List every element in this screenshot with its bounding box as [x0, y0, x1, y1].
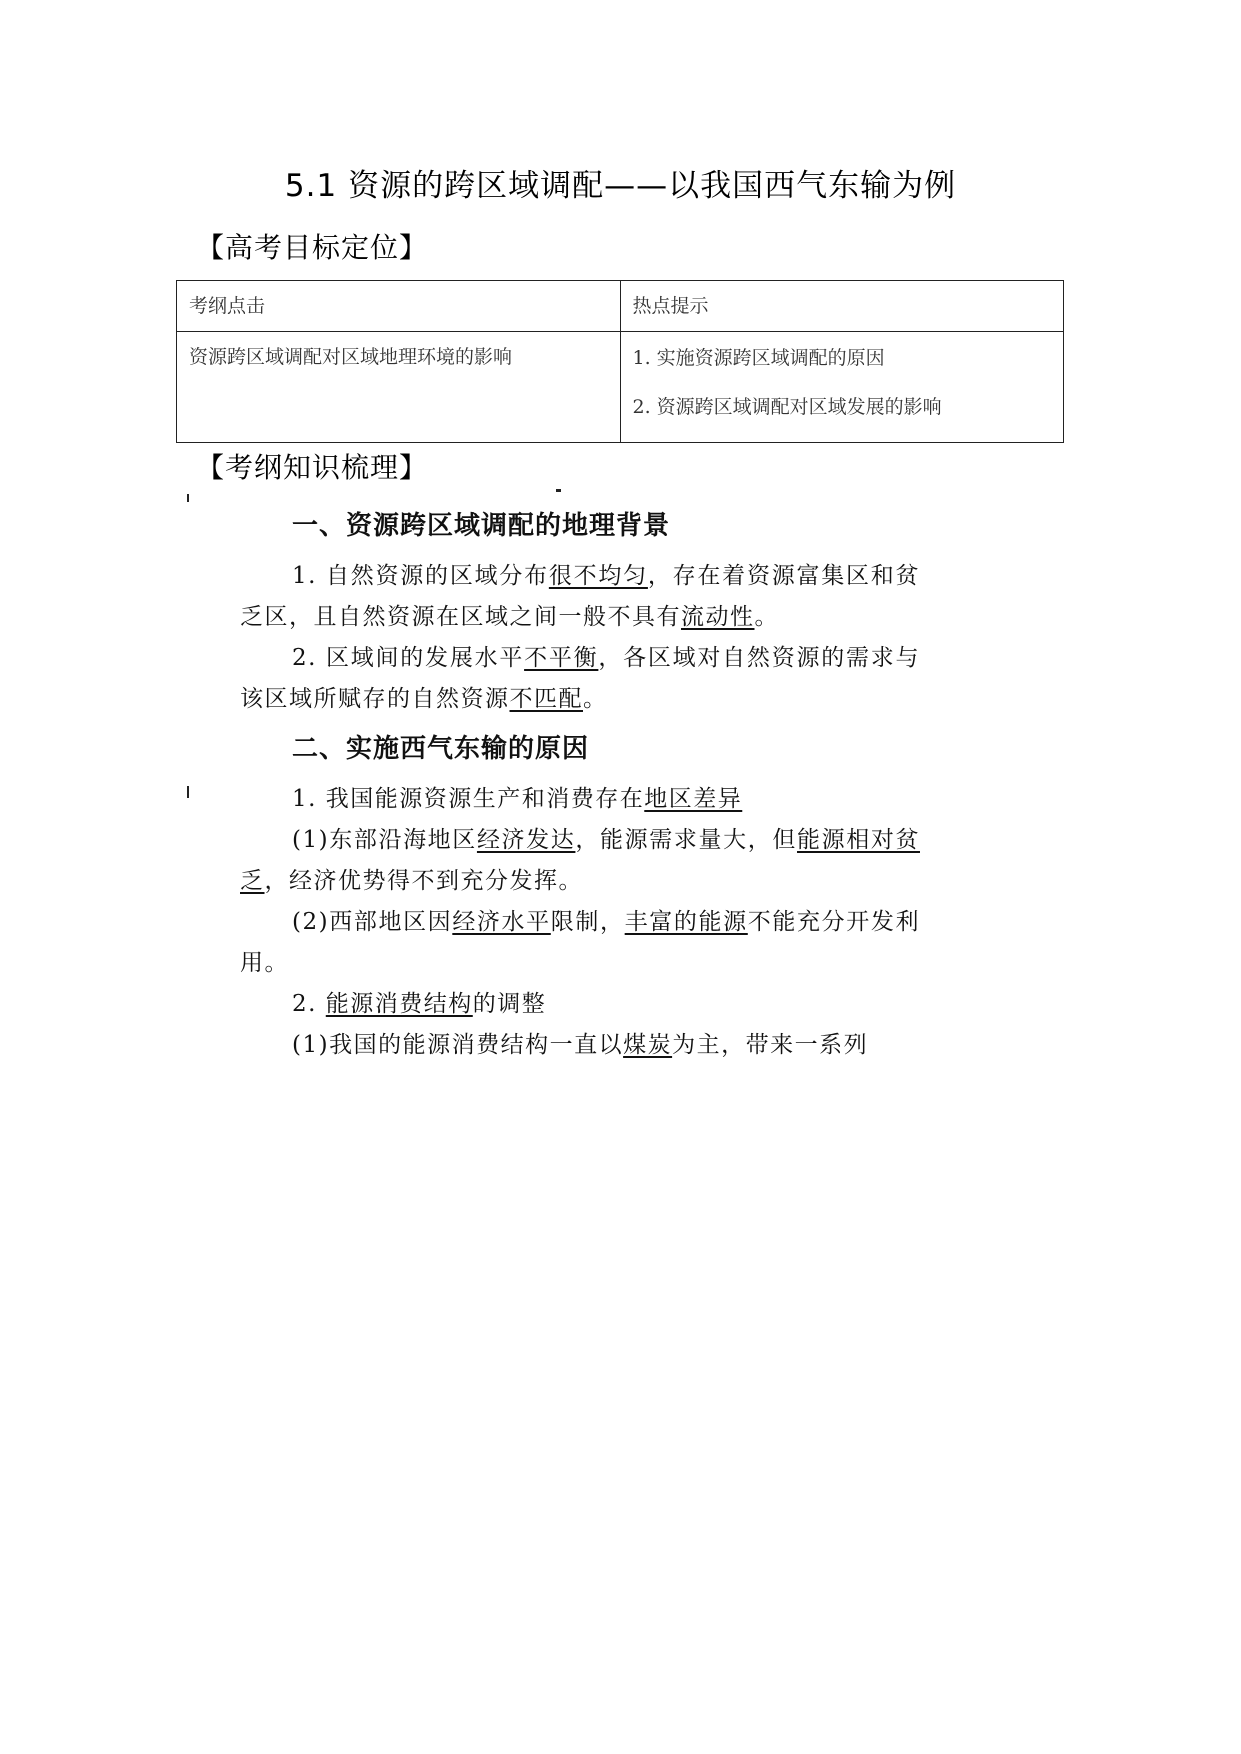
scan-artifact — [556, 489, 561, 492]
notes-heading: 一、资源跨区域调配的地理背景 — [292, 511, 671, 541]
underlined-blank: 能源消费结构 — [325, 991, 473, 1017]
text-run: 1. 我国能源资源生产和消费存在 — [292, 786, 645, 812]
hot-point-item: 1. 实施资源跨区域调配的原因 — [632, 347, 885, 369]
text-run: ，存在着资源富集区和贫乏区，且自然资源在区域之间一般不具有 — [240, 563, 921, 630]
underlined-blank: 能源相对贫乏 — [240, 827, 920, 894]
underlined-blank: 不匹配 — [509, 686, 583, 712]
table-row — [177, 332, 1064, 443]
table-header-row — [177, 281, 1064, 332]
goal-table — [176, 280, 1064, 443]
text-run: 。 — [583, 686, 608, 712]
text-run: 的调整 — [472, 991, 547, 1017]
table-cell-hot-points — [620, 332, 1064, 443]
underlined-blank: 丰富的能源 — [624, 909, 748, 935]
underlined-blank: 不平衡 — [524, 645, 599, 671]
notes-paragraph — [240, 556, 920, 638]
table-header-cell: 热点提示 — [620, 281, 1064, 332]
text-run: (1)东部沿海地区 — [292, 827, 477, 853]
text-run: (1)我国的能源消费结构一直以 — [292, 1032, 624, 1058]
scanned-notes-image — [240, 505, 920, 1066]
scan-artifact — [187, 786, 189, 798]
underlined-blank: 煤炭 — [623, 1032, 673, 1058]
notes-paragraph — [240, 902, 920, 984]
document-title: 5.1 资源的跨区域调配——以我国西气东输为例 — [284, 168, 957, 204]
text-run: 。 — [754, 604, 779, 630]
text-run: ，经济优势得不到充分发挥。 — [264, 868, 583, 894]
underlined-blank: 很不均匀 — [548, 563, 648, 589]
underlined-blank: 经济水平 — [452, 909, 551, 935]
notes-paragraph — [240, 984, 920, 1025]
notes-paragraph — [240, 779, 920, 820]
hot-point-item: 2. 资源跨区域调配对区域发展的影响 — [632, 396, 942, 418]
notes-paragraph — [240, 1025, 920, 1066]
underlined-blank: 地区差异 — [644, 786, 743, 812]
table-cell-outline-point: 资源跨区域调配对区域地理环境的影响 — [177, 332, 621, 443]
section-heading-knowledge: 【考纲知识梳理】 — [196, 451, 429, 484]
text-run: ，能源需求量大，但 — [575, 827, 798, 853]
text-run: 不能充分开发利用。 — [240, 909, 921, 976]
scan-artifact — [187, 494, 189, 502]
text-run: 限制， — [550, 909, 625, 935]
text-run: 为主，带来一系列 — [672, 1032, 869, 1058]
text-run: ，各区域对自然资源的需求与该区域所赋存的自然资源 — [240, 645, 920, 712]
notes-heading: 二、实施西气东输的原因 — [292, 734, 590, 764]
text-run: 2. — [292, 991, 326, 1017]
text-run: 2. 区域间的发展水平 — [292, 645, 525, 671]
underlined-blank: 流动性 — [681, 604, 755, 630]
underlined-blank: 经济发达 — [476, 827, 576, 853]
notes-paragraph — [240, 638, 920, 720]
text-run: 1. 自然资源的区域分布 — [292, 563, 549, 589]
notes-paragraph — [240, 820, 920, 902]
text-run: (2)西部地区因 — [292, 909, 453, 935]
section-heading-goals: 【高考目标定位】 — [196, 231, 429, 264]
table-header-cell: 考纲点击 — [177, 281, 621, 332]
